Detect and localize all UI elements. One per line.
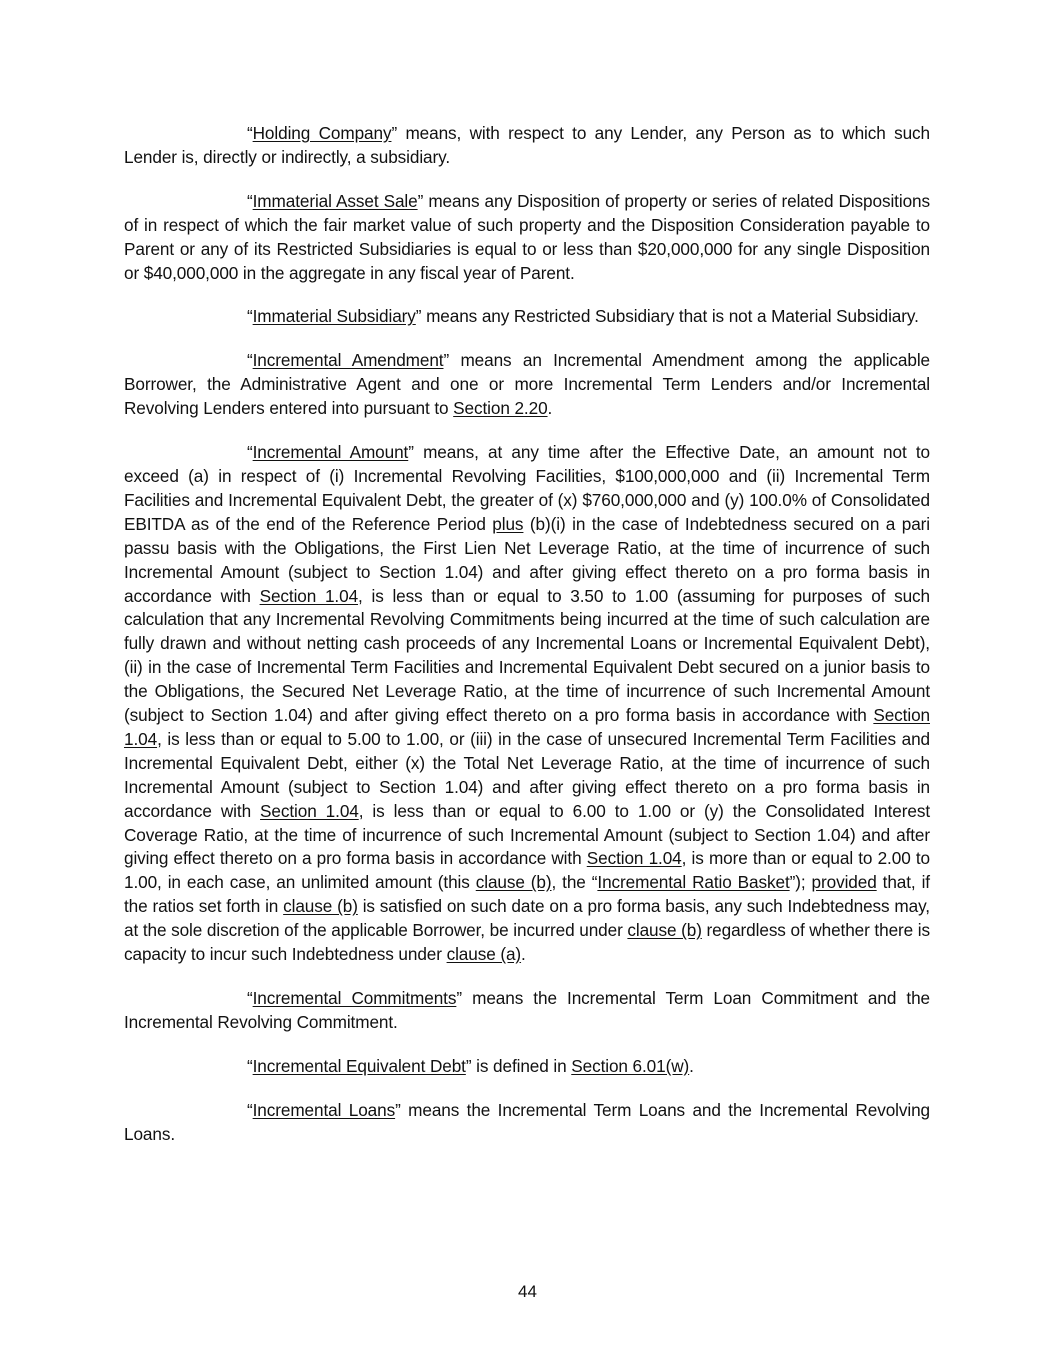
definition-text: ” means any Restricted Subsidiary that is not a Material Subsidiary. — [415, 306, 919, 327]
definition-text: . — [689, 1055, 694, 1076]
definition-holding-company — [124, 122, 930, 170]
definition-text: “ — [247, 442, 253, 463]
defined-term: Immaterial Asset Sale — [252, 190, 418, 211]
cross-reference: provided — [811, 872, 877, 893]
defined-term: Incremental Commitments — [252, 988, 457, 1008]
definition-incremental-equivalent-debt — [124, 1055, 930, 1079]
definition-text: . — [521, 944, 526, 965]
cross-reference: clause (b) — [627, 920, 702, 941]
definition-text: , is more than or equal to 2.00 to 1.00, in each case, an unlimited amount (this — [124, 848, 931, 893]
cross-reference: clause (b) — [283, 896, 358, 917]
cross-reference: Section 1.04 — [259, 585, 359, 606]
document-body — [124, 122, 930, 1167]
definition-text: “ — [247, 988, 253, 1008]
definition-incremental-amendment — [124, 349, 930, 421]
definition-text: ” means, with respect to any Lender, any Person as to which such Lender is, directly or indirectly, a subsidiary. — [124, 123, 931, 167]
defined-term: Holding Company — [252, 123, 392, 143]
definition-text: , is less than or equal to 6.00 to 1.00 or (y) the Consolidated Interest Coverage Ratio, at the time of incurrence of such Incremental Amount (subject to Section 1.04) and after giving effect thereto on a pro forma basis in accordance with — [124, 800, 930, 869]
defined-term: Immaterial Subsidiary — [252, 306, 416, 327]
cross-reference: Section 1.04 — [586, 848, 682, 869]
definition-text: , is less than or equal to 5.00 to 1.00, or (iii) in the case of unsecured Incremental Term Facilities and Incremental Equivalent Debt, either (x) the Total Net Leverage Ratio, at the time of incurrence of such Incremental Amount (subject to Section 1.04) and after giving effect thereto on a pro forma basis in accordance with — [124, 728, 930, 821]
definition-immaterial-asset-sale — [124, 190, 930, 286]
definition-text: is satisfied on such date on a pro forma basis, any such Indebtedness may, at the sole discretion of the applicable Borrower, be incurred under — [124, 896, 930, 941]
cross-reference: plus — [492, 513, 524, 534]
definition-text: ” means the Incremental Term Loan Commitment and the Incremental Revolving Commitment. — [124, 988, 931, 1032]
definition-text: ” means the Incremental Term Loans and the Incremental Revolving Loans. — [124, 1099, 931, 1144]
definition-text: ” means, at any time after the Effective Date, an amount not to exceed (a) in respect of (i) Incremental Revolving Facilities, $100,000,000 and (ii) Incremental Term Facilities and Incremental Equivalent Debt, the greater of (x) $760,000,000 and (y) 100.0% of Consolidated EBITDA as of the end of the Reference Period — [124, 442, 930, 534]
definition-incremental-loans — [124, 1099, 930, 1147]
defined-term: Incremental Loans — [252, 1099, 396, 1120]
definition-text: . — [547, 398, 553, 419]
cross-reference: clause (a) — [446, 944, 522, 965]
defined-term: Incremental Amount — [252, 442, 409, 463]
definition-text: that, if the ratios set forth in — [124, 872, 930, 917]
definition-text: “ — [247, 350, 253, 371]
definition-text: (b)(i) in the case of Indebtedness secured on a pari passu basis with the Obligations, the First Lien Net Leverage Ratio, at the time of incurrence of such Incremental Amount (subject to Section 1.04) and after giving effect thereto on a pro forma basis in accordance with — [124, 513, 931, 606]
definition-text: , is less than or equal to 3.50 to 1.00 (assuming for purposes of such calculation that any Incremental Revolving Commitments being incurred at the time of such calculation are fully drawn and without netting cash proceeds of any Incremental Loans or Incremental Equivalent Debt), (ii) in the case of Incremental Term Facilities and Incremental Equivalent Debt secured on a junior basis to the Obligations, the Secured Net Leverage Ratio, at the time of incurrence of such Incremental Amount (subject to Section 1.04) and after giving effect thereto on a pro forma basis in accordance with — [124, 585, 931, 726]
definition-text: ” is defined in — [465, 1055, 572, 1076]
definition-text: ” means an Incremental Amendment among the applicable Borrower, the Administrative Agent and one or more Incremental Term Lenders and/or Incremental Revolving Lenders entered into pursuant to — [124, 350, 930, 419]
cross-reference: Section 2.20 — [453, 398, 548, 419]
cross-reference: Section 6.01(w) — [571, 1055, 690, 1076]
definition-text: “ — [247, 123, 253, 143]
page-number: 44 — [518, 1282, 537, 1301]
defined-term: Incremental Amendment — [252, 350, 444, 371]
definition-text: “ — [247, 1099, 253, 1120]
definition-incremental-commitments — [124, 987, 930, 1035]
cross-reference: Section 1.04 — [260, 800, 359, 821]
definition-text: ” means any Disposition of property or series of related Dispositions of in respect of which the fair market value of such property and the Disposition Consideration payable to Parent or any of its Restricted Subsidiaries is equal to or less than $20,000,000 for any single Disposition or $40,000,000 in the aggregate in any fiscal year of Parent. — [124, 190, 930, 283]
cross-reference: Incremental Ratio Basket — [597, 872, 790, 893]
definition-text: ”); — [789, 872, 812, 893]
definition-text: “ — [247, 190, 253, 211]
definition-text: “ — [247, 1055, 253, 1076]
definition-incremental-amount — [124, 441, 930, 967]
cross-reference: clause (b) — [475, 872, 552, 893]
definition-text: “ — [247, 306, 253, 327]
defined-term: Incremental Equivalent Debt — [252, 1055, 466, 1076]
definition-immaterial-subsidiary — [124, 305, 930, 329]
cross-reference: Section 1.04 — [124, 705, 930, 749]
definition-text: , the “ — [551, 872, 598, 893]
definition-text: regardless of whether there is capacity to incur such Indebtedness under — [124, 920, 931, 965]
